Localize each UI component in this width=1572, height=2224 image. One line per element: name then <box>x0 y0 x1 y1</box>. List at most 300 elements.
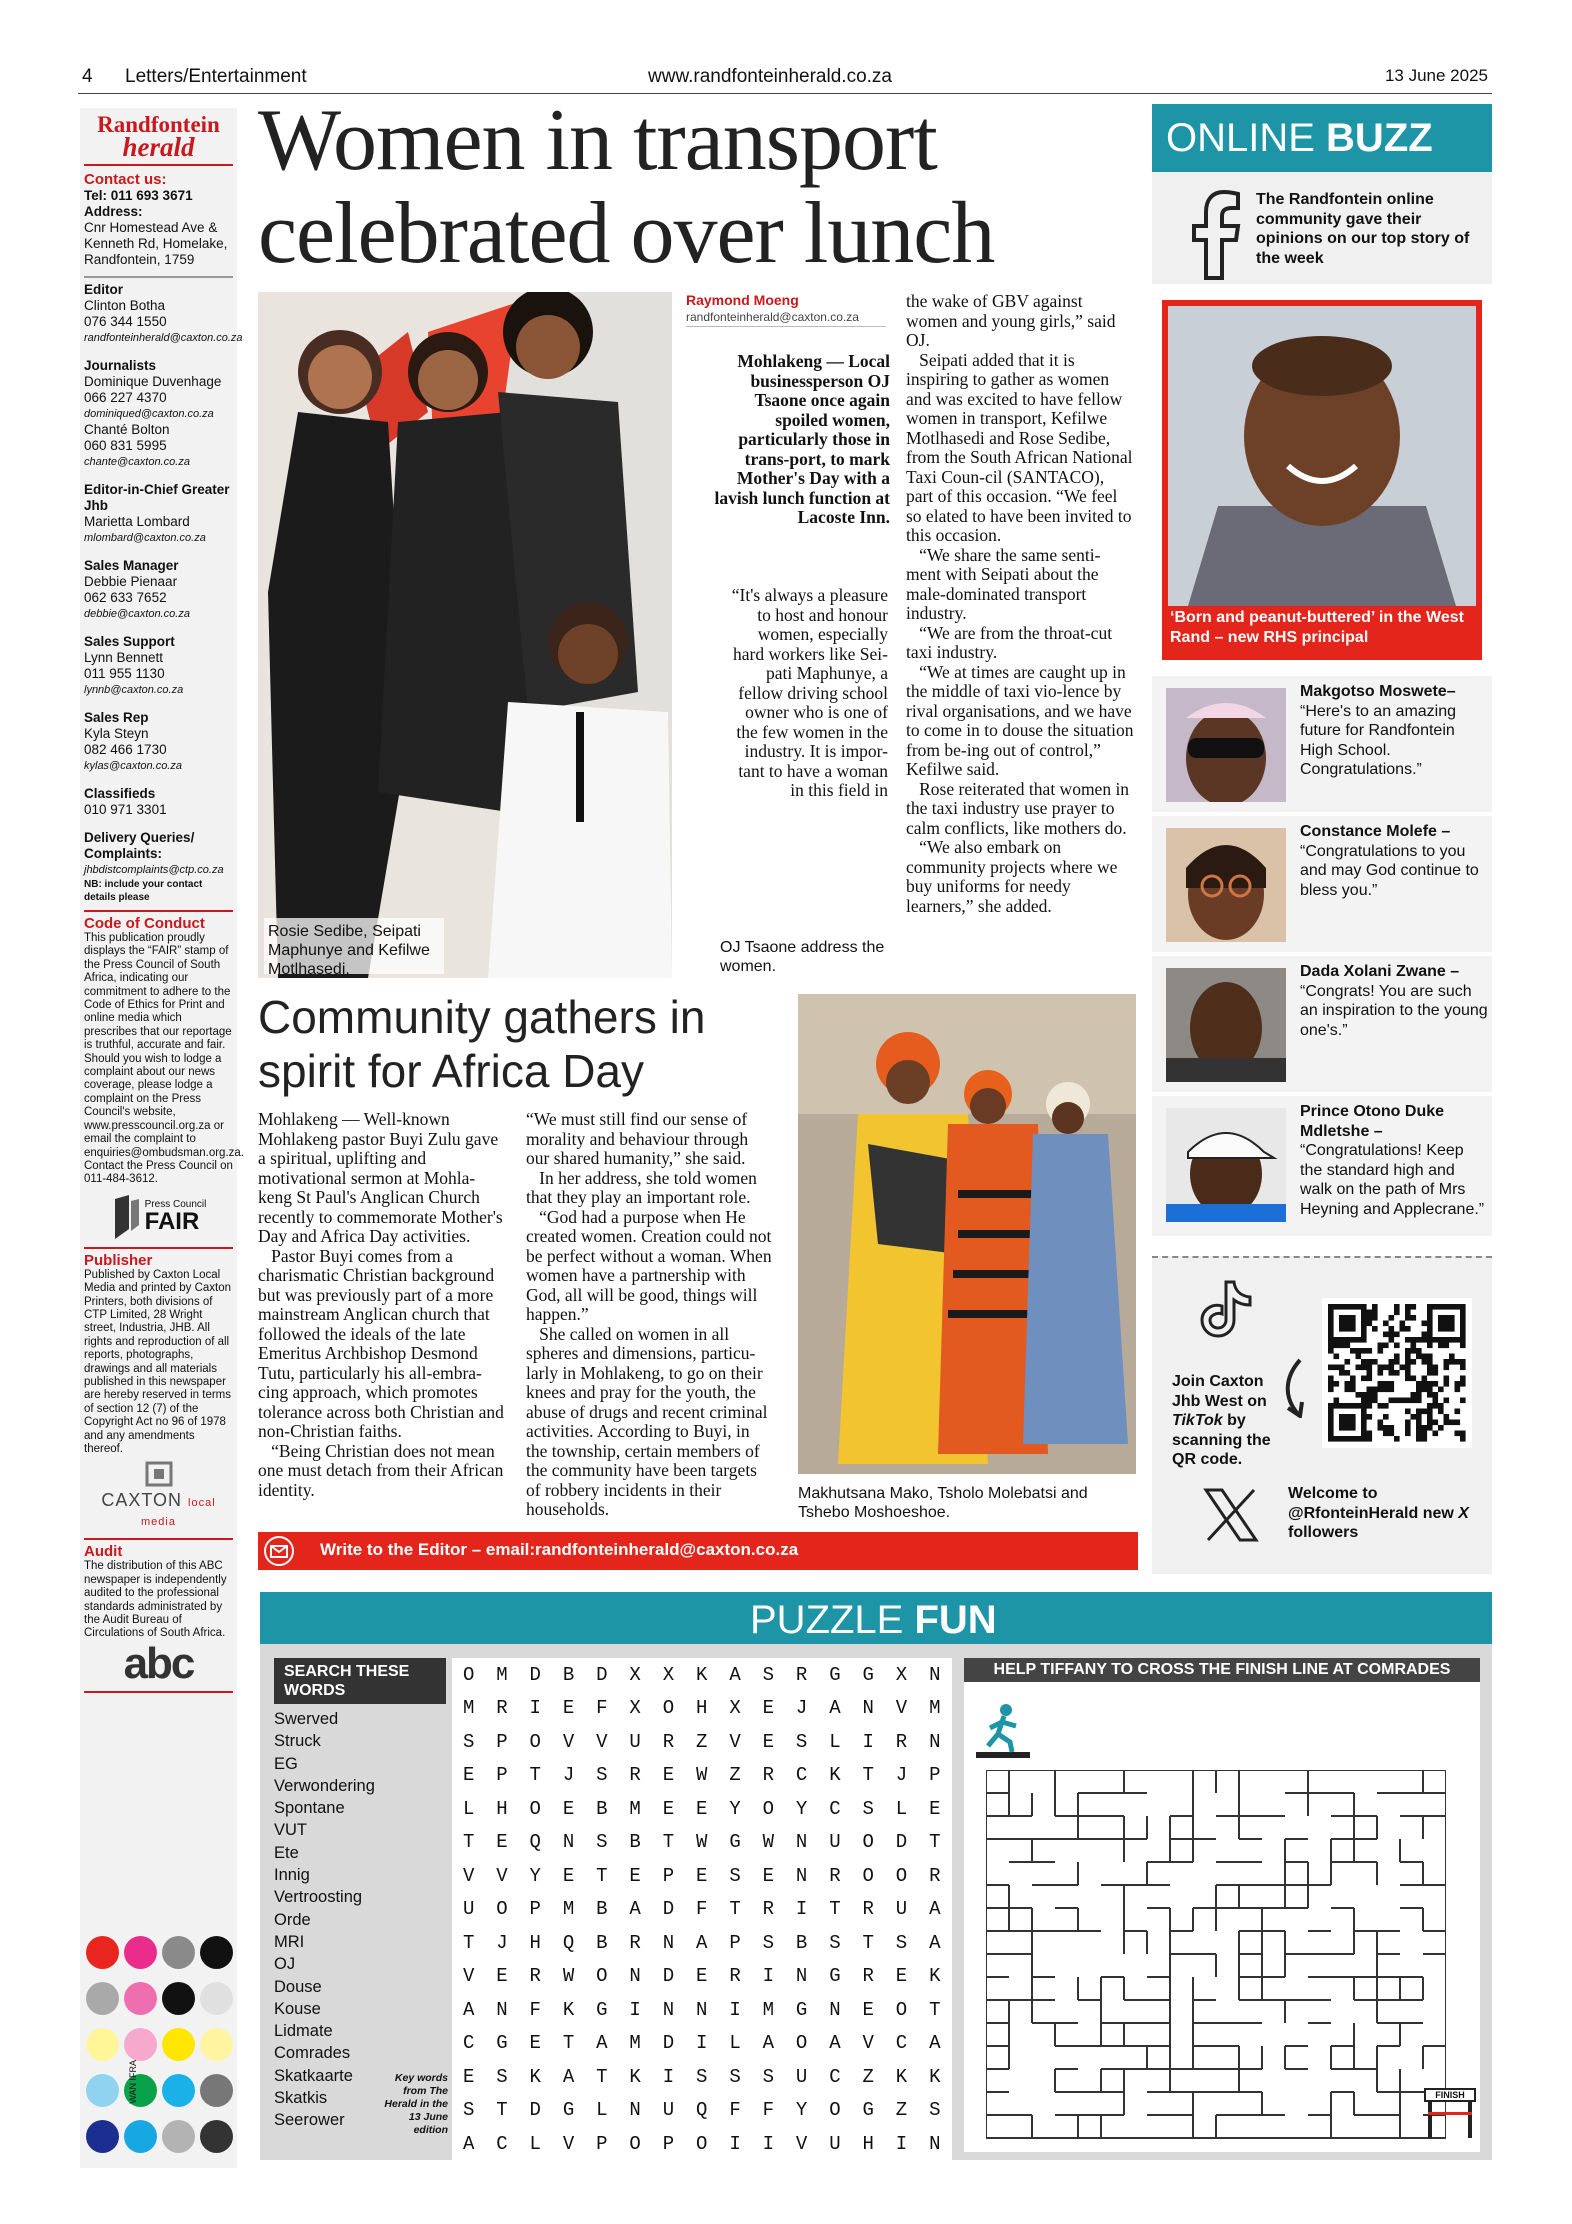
grid-letter[interactable]: A <box>929 1931 941 1954</box>
finish-line: FINISH <box>1424 2088 1476 2140</box>
abc-logo: abc <box>84 1641 233 1693</box>
grid-letter[interactable]: N <box>496 1998 508 2021</box>
grid-letter[interactable]: O <box>795 2032 808 2055</box>
grid-letter[interactable]: O <box>496 1898 508 1921</box>
qr-code[interactable] <box>1322 1298 1472 1448</box>
grid-letter[interactable]: V <box>795 2132 808 2155</box>
women-traditional-dress-icon <box>798 994 1136 1474</box>
grid-letter[interactable]: E <box>562 1697 575 1720</box>
grid-letter[interactable]: I <box>696 2032 708 2055</box>
grid-letter[interactable]: N <box>862 1697 874 1720</box>
grid-letter[interactable]: K <box>929 1965 941 1988</box>
grid-letter[interactable]: Z <box>729 1764 741 1787</box>
grid-letter[interactable]: W <box>696 1764 708 1787</box>
grid-letter[interactable]: N <box>829 1998 841 2021</box>
grid-letter[interactable]: O <box>529 1730 541 1753</box>
grid-letter[interactable]: L <box>462 1797 475 1820</box>
grid-row <box>452 1893 952 1927</box>
grid-letter[interactable]: A <box>829 2032 841 2055</box>
grid-letter[interactable]: P <box>496 1730 508 1753</box>
grid-letter[interactable]: E <box>529 2032 541 2055</box>
grid-letter[interactable]: K <box>629 2065 641 2088</box>
wan-ifra-logo: WAN IFRA <box>128 2060 138 2104</box>
grid-letter[interactable]: C <box>462 2032 475 2055</box>
grid-letter[interactable]: G <box>596 1998 608 2021</box>
grid-letter[interactable]: G <box>829 1965 841 1988</box>
grid-letter[interactable]: S <box>762 1931 775 1954</box>
grid-letter[interactable]: R <box>529 1965 541 1988</box>
grid-letter[interactable]: U <box>662 2099 675 2122</box>
online-buzz-title: ONLINE BUZZ <box>1166 116 1433 160</box>
grid-letter[interactable]: K <box>529 2065 541 2088</box>
grid-letter[interactable]: L <box>829 1730 841 1753</box>
grid-letter[interactable]: V <box>462 1864 475 1887</box>
grid-row <box>452 1792 952 1826</box>
grid-letter[interactable]: V <box>895 1697 908 1720</box>
grid-letter[interactable]: I <box>795 1898 808 1921</box>
grid-letter[interactable]: S <box>596 1831 608 1854</box>
grid-letter[interactable]: I <box>762 2132 775 2155</box>
colour-swatch <box>200 2028 233 2061</box>
sales-support-label: Sales Support <box>84 634 175 649</box>
grid-letter[interactable]: U <box>895 1898 908 1921</box>
grid-letter[interactable]: L <box>895 1797 908 1820</box>
grid-letter[interactable]: S <box>895 1931 908 1954</box>
commenter-name: Dada Xolani Zwane – <box>1300 963 1460 980</box>
grid-letter[interactable]: D <box>662 2032 675 2055</box>
grid-letter[interactable]: G <box>829 1663 841 1686</box>
grid-letter[interactable]: D <box>662 1898 675 1921</box>
grid-letter[interactable]: F <box>762 2099 775 2122</box>
grid-letter[interactable]: I <box>529 1697 541 1720</box>
grid-letter[interactable]: T <box>596 2065 608 2088</box>
grid-letter[interactable]: N <box>929 1730 941 1753</box>
grid-letter[interactable]: M <box>629 2032 641 2055</box>
word-list <box>274 1708 394 2132</box>
grid-letter[interactable]: Z <box>862 2065 874 2088</box>
grid-letter[interactable]: P <box>929 1764 941 1787</box>
grid-letter[interactable]: K <box>929 2065 941 2088</box>
grid-letter[interactable]: K <box>829 1764 841 1787</box>
colour-registration-bar <box>86 1936 236 2166</box>
grid-letter[interactable]: A <box>829 1697 841 1720</box>
grid-letter[interactable]: E <box>762 1730 775 1753</box>
colour-swatch <box>200 1982 233 2015</box>
grid-letter[interactable]: Y <box>795 2099 808 2122</box>
tiktok-icon <box>1198 1278 1254 1340</box>
search-word: Lidmate <box>274 2022 333 2041</box>
grid-letter[interactable]: A <box>762 2032 775 2055</box>
grid-letter[interactable]: D <box>662 1965 675 1988</box>
eic-email[interactable]: mlombard@caxton.co.za <box>84 532 206 544</box>
grid-letter[interactable]: E <box>629 1864 641 1887</box>
delivery-email[interactable]: jhbdistcomplaints@ctp.co.za <box>84 864 224 876</box>
grid-letter[interactable]: T <box>562 2032 575 2055</box>
write-to-editor-banner[interactable] <box>258 1532 1138 1570</box>
grid-letter[interactable]: S <box>929 2099 941 2122</box>
grid-letter[interactable]: O <box>529 1797 541 1820</box>
grid-letter[interactable]: F <box>696 1898 708 1921</box>
grid-letter[interactable]: T <box>529 1764 541 1787</box>
grid-letter[interactable]: M <box>562 1898 575 1921</box>
grid-letter[interactable]: T <box>596 1864 608 1887</box>
grid-letter[interactable]: E <box>462 2065 475 2088</box>
colour-swatch <box>200 1936 233 1969</box>
grid-letter[interactable]: W <box>696 1831 708 1854</box>
story2-col2: “We must still find our sense of morality and behaviour through our shared humanity,” she said. In her address, she told women that they play an important role. “God had a purpose when He created women. Creation could not be perfect without a woman. When women have a partnership with God, all will be good, things will happen.” She called on women in all spheres and dimensions, particu-larly in Mohlakeng, to go on their knees and pray for the youth, the abuse of drugs and recent criminal activities. According to Buyi, in the township, certain members of the community have been targets of robbery incidents in their households. <box>526 1109 772 1519</box>
journalist-email[interactable]: dominiqued@caxton.co.za <box>84 408 214 420</box>
grid-letter[interactable]: S <box>696 2065 708 2088</box>
grid-letter[interactable]: R <box>762 1764 775 1787</box>
grid-letter[interactable]: Q <box>562 1931 575 1954</box>
grid-letter[interactable]: I <box>895 2132 908 2155</box>
grid-letter[interactable]: S <box>462 2099 475 2122</box>
editor-label: Editor <box>84 282 123 297</box>
grid-letter[interactable]: L <box>596 2099 608 2122</box>
grid-letter[interactable]: N <box>629 1965 641 1988</box>
grid-letter[interactable]: S <box>729 1864 741 1887</box>
grid-letter[interactable]: W <box>562 1965 575 1988</box>
grid-letter[interactable]: R <box>762 1898 775 1921</box>
grid-letter[interactable]: P <box>662 1864 675 1887</box>
story1-headline: Women in transport celebrated over lunch <box>258 92 995 282</box>
colour-swatch <box>86 2120 119 2153</box>
comment-card <box>1152 1096 1492 1236</box>
grid-letter[interactable]: G <box>562 2099 575 2122</box>
grid-letter[interactable]: T <box>829 1898 841 1921</box>
search-word: Vertroosting <box>274 1888 363 1907</box>
grid-letter[interactable]: G <box>862 2099 874 2122</box>
grid-letter[interactable]: L <box>729 2032 741 2055</box>
grid-letter[interactable]: S <box>496 2065 508 2088</box>
grid-letter[interactable]: C <box>829 1797 841 1820</box>
grid-letter[interactable]: C <box>895 2032 908 2055</box>
grid-letter[interactable]: T <box>929 1998 941 2021</box>
grid-letter[interactable]: N <box>929 1663 941 1686</box>
grid-letter[interactable]: F <box>729 2099 741 2122</box>
grid-letter[interactable]: E <box>895 1965 908 1988</box>
search-word: Spontane <box>274 1799 345 1818</box>
grid-letter[interactable]: N <box>629 2099 641 2122</box>
grid-letter[interactable]: P <box>529 1898 541 1921</box>
search-word: Comrades <box>274 2044 351 2063</box>
search-word: Ete <box>274 1843 299 1862</box>
grid-letter[interactable]: J <box>895 1764 908 1787</box>
grid-letter[interactable]: K <box>895 2065 908 2088</box>
grid-letter[interactable]: Q <box>696 2099 708 2122</box>
sales-support-name: Lynn Bennett <box>84 650 164 665</box>
grid-letter[interactable]: B <box>629 1831 641 1854</box>
grid-letter[interactable]: G <box>862 1663 874 1686</box>
grid-letter[interactable]: F <box>596 1697 608 1720</box>
grid-letter[interactable]: V <box>462 1965 475 1988</box>
grid-letter[interactable]: G <box>729 1831 741 1854</box>
grid-letter[interactable]: S <box>762 2065 775 2088</box>
grid-letter[interactable]: T <box>929 1831 941 1854</box>
grid-letter[interactable]: K <box>562 1998 575 2021</box>
grid-letter[interactable]: R <box>629 1764 641 1787</box>
grid-letter[interactable]: Y <box>729 1797 741 1820</box>
grid-letter[interactable]: D <box>596 1663 608 1686</box>
grid-letter[interactable]: N <box>795 1965 808 1988</box>
grid-letter[interactable]: O <box>762 1797 775 1820</box>
grid-letter[interactable]: A <box>462 2132 475 2155</box>
grid-letter[interactable]: R <box>795 1663 808 1686</box>
grid-letter[interactable]: H <box>696 1697 708 1720</box>
grid-letter[interactable]: J <box>496 1931 508 1954</box>
colour-swatch <box>162 1982 195 2015</box>
grid-letter[interactable]: O <box>895 1864 908 1887</box>
grid-letter[interactable]: S <box>862 1797 874 1820</box>
grid-letter[interactable]: N <box>795 1864 808 1887</box>
grid-letter[interactable]: T <box>496 2099 508 2122</box>
issue-date: 13 June 2025 <box>1384 66 1488 85</box>
contact-heading: Contact us: <box>84 171 167 188</box>
grid-letter[interactable]: X <box>629 1697 641 1720</box>
grid-letter[interactable]: U <box>829 2132 841 2155</box>
grid-letter[interactable]: R <box>496 1697 508 1720</box>
grid-letter[interactable]: N <box>662 1998 675 2021</box>
journalist-email[interactable]: chante@caxton.co.za <box>84 456 190 468</box>
grid-letter[interactable]: S <box>729 2065 741 2088</box>
grid-letter[interactable]: J <box>562 1764 575 1787</box>
grid-letter[interactable]: I <box>662 2065 675 2088</box>
qr-code-icon <box>1322 1298 1472 1448</box>
grid-letter[interactable]: E <box>696 1797 708 1820</box>
grid-letter[interactable]: Q <box>529 1831 541 1854</box>
grid-letter[interactable]: O <box>462 1663 475 1686</box>
editor-phone: 076 344 1550 <box>84 314 167 329</box>
grid-row <box>452 1926 952 1960</box>
grid-letter[interactable]: A <box>696 1931 708 1954</box>
fair-big: FAIR <box>144 1208 200 1236</box>
story1-byline-email[interactable]: randfonteinherald@caxton.co.za <box>686 310 886 327</box>
grid-letter[interactable]: O <box>696 2132 708 2155</box>
grid-letter[interactable]: R <box>862 1898 874 1921</box>
grid-letter[interactable]: I <box>762 1965 775 1988</box>
grid-letter[interactable]: U <box>462 1898 475 1921</box>
comment-text: “Congratulations! Keep the standard high and walk on the path of Mrs Heyning and Applecrane.” <box>1300 1142 1485 1218</box>
grid-letter[interactable]: J <box>795 1697 808 1720</box>
grid-letter[interactable]: A <box>929 1898 941 1921</box>
site-url[interactable]: www.randfonteinherald.co.za <box>648 66 892 87</box>
grid-letter[interactable]: T <box>862 1931 874 1954</box>
sales-manager-email[interactable]: debbie@caxton.co.za <box>84 608 190 620</box>
grid-letter[interactable]: R <box>629 1931 641 1954</box>
grid-letter[interactable]: H <box>529 1931 541 1954</box>
grid-letter[interactable]: B <box>596 1797 608 1820</box>
grid-letter[interactable]: E <box>496 1831 508 1854</box>
grid-letter[interactable]: B <box>795 1931 808 1954</box>
comment-card <box>1152 676 1492 812</box>
grid-letter[interactable]: Y <box>529 1864 541 1887</box>
search-word: Skatkaarte <box>274 2066 353 2085</box>
audit-text: The distribution of this ABC newspaper is independently audited to the professional standards administrated by the Audit Bureau of Circulations of South Africa. <box>84 1560 227 1640</box>
grid-letter[interactable]: N <box>696 1998 708 2021</box>
grid-letter[interactable]: C <box>795 1764 808 1787</box>
grid-letter[interactable]: O <box>862 1864 874 1887</box>
grid-letter[interactable]: D <box>529 2099 541 2122</box>
grid-letter[interactable]: T <box>462 1931 475 1954</box>
grid-letter[interactable]: R <box>929 1864 941 1887</box>
story2-col1: Mohlakeng — Well-known Mohlakeng pastor Buyi Zulu gave a spiritual, uplifting and motivational sermon at Mohla-keng St Paul's Anglican Church recently to commemorate Mother's Day and Africa Day activities. Pastor Buyi comes from a charismatic Christian background but was previously part of a more mainstream Anglican church that followed the ideals of the late Emeritus Archbishop Desmond Tutu, particularly his all-embra-cing approach, which promotes tolerance across both Christian and non-Christian faiths. “Being Christian does not mean one must detach from their African identity. <box>258 1109 504 1500</box>
grid-letter[interactable]: X <box>629 1663 641 1686</box>
grid-letter[interactable]: U <box>829 1831 841 1854</box>
grid-letter[interactable]: R <box>662 1730 675 1753</box>
fair-small: Press Council <box>144 1199 207 1211</box>
grid-letter[interactable]: O <box>629 2132 641 2155</box>
grid-letter[interactable]: E <box>862 1998 874 2021</box>
grid-letter[interactable]: V <box>562 2132 575 2155</box>
top-story-card[interactable] <box>1162 300 1482 660</box>
comment-card <box>1152 816 1492 952</box>
grid-letter[interactable]: M <box>496 1663 508 1686</box>
grid-letter[interactable]: X <box>662 1663 675 1686</box>
grid-letter[interactable]: Z <box>895 2099 908 2122</box>
commenter-avatar <box>1166 968 1286 1082</box>
grid-letter[interactable]: A <box>462 1998 475 2021</box>
grid-letter[interactable]: R <box>862 1965 874 1988</box>
search-word: VUT <box>274 1821 307 1840</box>
editor-email[interactable]: randfonteinherald@caxton.co.za <box>84 332 243 344</box>
grid-letter[interactable]: X <box>729 1697 741 1720</box>
grid-letter[interactable]: B <box>562 1663 575 1686</box>
grid-letter[interactable]: A <box>729 1663 741 1686</box>
grid-letter[interactable]: S <box>462 1730 475 1753</box>
story1-photo <box>258 292 672 978</box>
grid-letter[interactable]: N <box>662 1931 675 1954</box>
maze-icon[interactable] <box>986 1770 1446 2140</box>
grid-letter[interactable]: S <box>596 1764 608 1787</box>
word-search-grid[interactable] <box>452 1658 952 2160</box>
grid-letter[interactable]: I <box>862 1730 874 1753</box>
grid-letter[interactable]: M <box>462 1697 475 1720</box>
grid-letter[interactable]: O <box>829 2099 841 2122</box>
grid-letter[interactable]: X <box>895 1663 908 1686</box>
grid-letter[interactable]: M <box>762 1998 775 2021</box>
grid-letter[interactable]: R <box>729 1965 741 1988</box>
grid-letter[interactable]: I <box>729 2132 741 2155</box>
sales-support-phone: 011 955 1130 <box>84 666 165 681</box>
grid-letter[interactable]: G <box>496 2032 508 2055</box>
grid-letter[interactable]: M <box>929 1697 941 1720</box>
grid-letter[interactable]: V <box>729 1730 741 1753</box>
grid-letter[interactable]: M <box>629 1797 641 1820</box>
grid-letter[interactable]: D <box>529 1663 541 1686</box>
x-logo-icon <box>1200 1484 1262 1546</box>
story1-byline: Raymond Moeng <box>686 292 799 308</box>
grid-letter[interactable]: N <box>929 2132 941 2155</box>
search-word: Skatkis <box>274 2089 328 2108</box>
grid-letter[interactable]: E <box>562 1864 575 1887</box>
online-buzz-header <box>1152 104 1492 172</box>
grid-letter[interactable]: U <box>795 2065 808 2088</box>
grid-letter[interactable]: L <box>529 2132 541 2155</box>
grid-letter[interactable]: E <box>762 1697 775 1720</box>
grid-letter[interactable]: P <box>496 1764 508 1787</box>
grid-letter[interactable]: A <box>596 2032 608 2055</box>
grid-letter[interactable]: T <box>662 1831 675 1854</box>
comment-text: “Congrats! You are such an inspiration to the young one's.” <box>1300 982 1488 1039</box>
sales-rep-email[interactable]: kylas@caxton.co.za <box>84 760 182 772</box>
grid-letter[interactable]: C <box>496 2132 508 2155</box>
grid-letter[interactable]: B <box>596 1898 608 1921</box>
grid-letter[interactable]: D <box>895 1831 908 1854</box>
grid-letter[interactable]: C <box>829 2065 841 2088</box>
story1-col2: the wake of GBV against women and young girls,” said OJ. Seipati added that it is inspiring to gather as women and was excited to have fellow women in transport, Kefilwe Motlhasedi and Rose Sedibe, from the South African National Taxi Coun-cil (SANTACO), part of this occasion. “We feel so elated to have been invited to this occasion. “We share the same senti-ment with Seipati about the male-dominated transport industry. “We are from the throat-cut taxi industry. “We at times are caught up in the middle of taxi vio-lence by rival organisations, and we have to come in to douse the situation from be-ing out of control,” Kefilwe said. Rose reiterated that women in the taxi industry use prayer to calm conflicts, like mothers do. “We also embark on community projects where we buy uniforms for needy learners,” she added. <box>906 291 1134 916</box>
grid-letter[interactable]: R <box>895 1730 908 1753</box>
grid-letter[interactable]: O <box>596 1965 608 1988</box>
grid-letter[interactable]: V <box>562 1730 575 1753</box>
grid-letter[interactable]: E <box>562 1797 575 1820</box>
grid-letter[interactable]: E <box>929 1797 941 1820</box>
colour-swatch <box>86 2074 119 2107</box>
grid-letter[interactable]: S <box>795 1730 808 1753</box>
grid-letter[interactable]: P <box>596 2132 608 2155</box>
grid-letter[interactable]: K <box>696 1663 708 1686</box>
grid-letter[interactable]: E <box>696 1864 708 1887</box>
grid-letter[interactable]: H <box>496 1797 508 1820</box>
grid-letter[interactable]: O <box>862 1831 874 1854</box>
grid-letter[interactable]: A <box>629 1898 641 1921</box>
grid-letter[interactable]: I <box>729 1998 741 2021</box>
sales-support-email[interactable]: lynnb@caxton.co.za <box>84 684 184 696</box>
grid-letter[interactable]: A <box>929 2032 941 2055</box>
grid-letter[interactable]: N <box>562 1831 575 1854</box>
grid-letter[interactable]: S <box>762 1663 775 1686</box>
grid-letter[interactable]: V <box>496 1864 508 1887</box>
grid-letter[interactable]: N <box>795 1831 808 1854</box>
grid-letter[interactable]: T <box>729 1898 741 1921</box>
editor-name: Clinton Botha <box>84 298 166 313</box>
grid-letter[interactable]: I <box>629 1998 641 2021</box>
grid-letter[interactable]: T <box>462 1831 475 1854</box>
grid-letter[interactable]: E <box>462 1764 475 1787</box>
grid-letter[interactable]: E <box>662 1764 675 1787</box>
grid-row <box>452 1725 952 1759</box>
grid-letter[interactable]: S <box>829 1931 841 1954</box>
grid-letter[interactable]: B <box>596 1931 608 1954</box>
commenter-avatar <box>1166 688 1286 802</box>
grid-letter[interactable]: P <box>662 2132 675 2155</box>
search-word: Swerved <box>274 1710 339 1728</box>
grid-letter[interactable]: E <box>496 1965 508 1988</box>
grid-letter[interactable]: A <box>562 2065 575 2088</box>
grid-letter[interactable]: E <box>762 1864 775 1887</box>
grid-letter[interactable]: E <box>662 1797 675 1820</box>
grid-letter[interactable]: V <box>596 1730 608 1753</box>
grid-letter[interactable]: T <box>862 1764 874 1787</box>
top-story-photo <box>1168 306 1476 606</box>
grid-letter[interactable]: G <box>795 1998 808 2021</box>
colour-swatch <box>86 2028 119 2061</box>
section-name: Letters/Entertainment <box>125 66 307 87</box>
grid-letter[interactable]: Z <box>696 1730 708 1753</box>
grid-letter[interactable]: W <box>762 1831 775 1854</box>
grid-letter[interactable]: F <box>529 1998 541 2021</box>
grid-letter[interactable]: O <box>662 1697 675 1720</box>
grid-letter[interactable]: H <box>862 2132 874 2155</box>
grid-letter[interactable]: P <box>729 1931 741 1954</box>
grid-letter[interactable]: Y <box>795 1797 808 1820</box>
grid-letter[interactable]: U <box>629 1730 641 1753</box>
sales-manager-name: Debbie Pienaar <box>84 574 178 589</box>
grid-letter[interactable]: E <box>696 1965 708 1988</box>
journalist-name: Dominique Duvenhage <box>84 374 222 389</box>
grid-letter[interactable]: O <box>895 1998 908 2021</box>
grid-letter[interactable]: R <box>829 1864 841 1887</box>
grid-letter[interactable]: V <box>862 2032 874 2055</box>
